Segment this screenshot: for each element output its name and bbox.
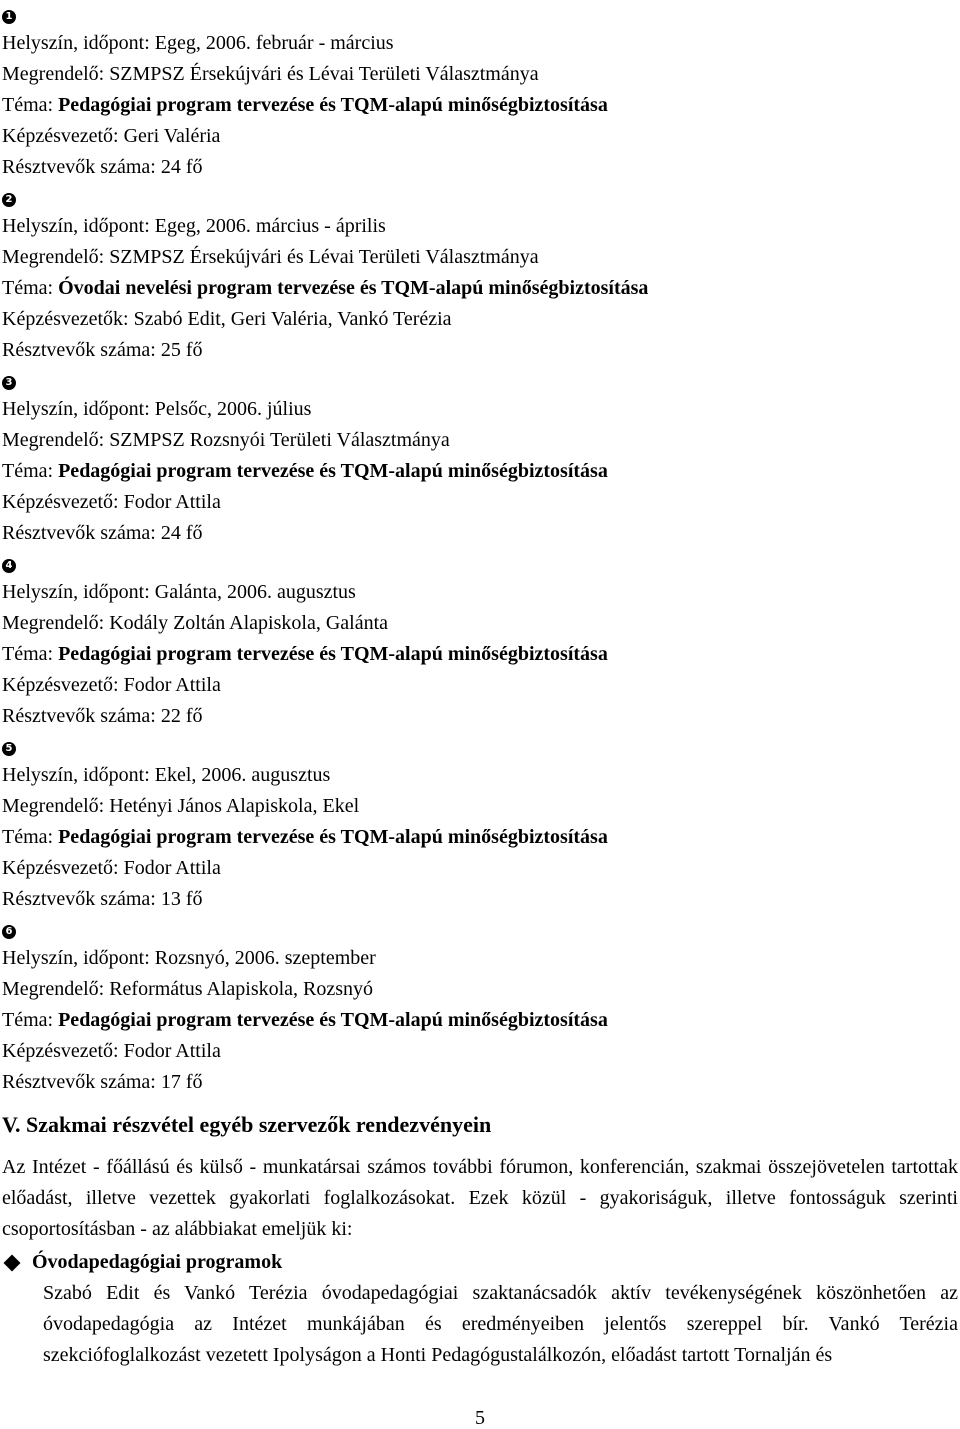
entry-client: Megrendelő: Kodály Zoltán Alapiskola, Galánta xyxy=(2,612,389,634)
numbered-circle-icon: 4 xyxy=(2,559,16,573)
section-intro-paragraph: Az Intézet - főállású és külső - munkatársai számos további fórumon, konferencián, szakmai összejövetelen tartottak előadást, illetve vezettek gyakorlati foglalkozásokat. Ezek közül - gyakoriságuk, illetve fontosságuk szerinti csoportosításban - az alábbiakat emeljük ki: xyxy=(2,1156,958,1240)
entry-trainer: Képzésvezetők: Szabó Edit, Geri Valéria, Vankó Terézia xyxy=(2,308,452,330)
entry-client: Megrendelő: Református Alapiskola, Rozsnyó xyxy=(2,978,374,1000)
diamond-bullet-icon xyxy=(4,1254,21,1271)
topic-title: Pedagógiai program tervezése és TQM-alapú minőségbiztosítása xyxy=(58,826,608,848)
entry-client: Megrendelő: SZMPSZ Érsekújvári és Lévai Területi Választmánya xyxy=(2,63,539,85)
entry-location: Helyszín, időpont: Pelsőc, 2006. július xyxy=(2,398,312,420)
topic-title: Pedagógiai program tervezése és TQM-alapú minőségbiztosítása xyxy=(58,460,608,482)
training-entry-4 xyxy=(2,553,958,732)
entry-topic xyxy=(2,822,958,853)
topic-label: Téma: xyxy=(2,826,59,848)
entry-participants: Résztvevők száma: 25 fő xyxy=(2,339,203,361)
page-number: 5 xyxy=(475,1407,485,1429)
topic-label: Téma: xyxy=(2,643,59,665)
entry-participants: Résztvevők száma: 24 fő xyxy=(2,156,203,178)
numbered-circle-icon: 3 xyxy=(2,376,16,390)
training-entry-5 xyxy=(2,736,958,915)
topic-label: Téma: xyxy=(2,94,59,116)
training-entry-1 xyxy=(2,4,958,183)
entry-location: Helyszín, időpont: Rozsnyó, 2006. szeptember xyxy=(2,947,376,969)
entry-location: Helyszín, időpont: Ekel, 2006. augusztus xyxy=(2,764,331,786)
entry-participants: Résztvevők száma: 17 fő xyxy=(2,1071,203,1093)
entry-marker xyxy=(2,919,958,943)
topic-label: Téma: xyxy=(2,1009,59,1031)
entry-participants: Résztvevők száma: 13 fő xyxy=(2,888,203,910)
entry-topic xyxy=(2,639,958,670)
training-entry-3 xyxy=(2,370,958,549)
entry-trainer: Képzésvezető: Geri Valéria xyxy=(2,125,221,147)
entry-marker xyxy=(2,370,958,394)
entry-trainer: Képzésvezető: Fodor Attila xyxy=(2,491,221,513)
bullet-heading-text: Óvodapedagógiai programok xyxy=(32,1251,283,1273)
bullet-heading xyxy=(2,1247,958,1278)
document-page xyxy=(2,0,958,1371)
entry-topic xyxy=(2,1005,958,1036)
numbered-circle-icon: 1 xyxy=(2,10,16,24)
topic-title: Pedagógiai program tervezése és TQM-alapú minőségbiztosítása xyxy=(58,1009,608,1031)
entry-location: Helyszín, időpont: Egeg, 2006. március - április xyxy=(2,215,386,237)
training-entry-6 xyxy=(2,919,958,1098)
entry-participants: Résztvevők száma: 24 fő xyxy=(2,522,203,544)
entry-location: Helyszín, időpont: Galánta, 2006. augusztus xyxy=(2,581,356,603)
numbered-circle-icon: 5 xyxy=(2,742,16,756)
entry-participants: Résztvevők száma: 22 fő xyxy=(2,705,203,727)
entry-client: Megrendelő: SZMPSZ Rozsnyói Területi Választmánya xyxy=(2,429,450,451)
entry-trainer: Képzésvezető: Fodor Attila xyxy=(2,857,221,879)
entry-marker xyxy=(2,736,958,760)
bullet-paragraph: Szabó Edit és Vankó Terézia óvodapedagógiai szaktanácsadók aktív tevékenységének köszönhetően az óvodapedagógia az Intézet munkájában és eredményeiben jelentős szereppel bír. Vankó Terézia szekciófoglalkozást vezetett Ipolyságon a Honti Pedagógustalálkozón, előadást tartott Tornalján és xyxy=(43,1282,958,1366)
entry-marker xyxy=(2,187,958,211)
training-entry-2 xyxy=(2,187,958,366)
numbered-circle-icon: 2 xyxy=(2,193,16,207)
entry-marker xyxy=(2,553,958,577)
topic-label: Téma: xyxy=(2,460,59,482)
numbered-circle-icon: 6 xyxy=(2,925,16,939)
topic-title: Pedagógiai program tervezése és TQM-alapú minőségbiztosítása xyxy=(58,643,608,665)
entry-topic xyxy=(2,273,958,304)
topic-title: Pedagógiai program tervezése és TQM-alapú minőségbiztosítása xyxy=(58,94,608,116)
entry-topic xyxy=(2,90,958,121)
entry-location: Helyszín, időpont: Egeg, 2006. február - március xyxy=(2,32,394,54)
entry-trainer: Képzésvezető: Fodor Attila xyxy=(2,1040,221,1062)
entry-client: Megrendelő: Hetényi János Alapiskola, Ekel xyxy=(2,795,360,817)
section-heading: V. Szakmai részvétel egyéb szervezők rendezvényein xyxy=(2,1112,492,1137)
topic-label: Téma: xyxy=(2,277,59,299)
entry-trainer: Képzésvezető: Fodor Attila xyxy=(2,674,221,696)
entry-client: Megrendelő: SZMPSZ Érsekújvári és Lévai Területi Választmánya xyxy=(2,246,539,268)
topic-title: Óvodai nevelési program tervezése és TQM-alapú minőségbiztosítása xyxy=(58,277,649,299)
entry-marker xyxy=(2,4,958,28)
entry-topic xyxy=(2,456,958,487)
